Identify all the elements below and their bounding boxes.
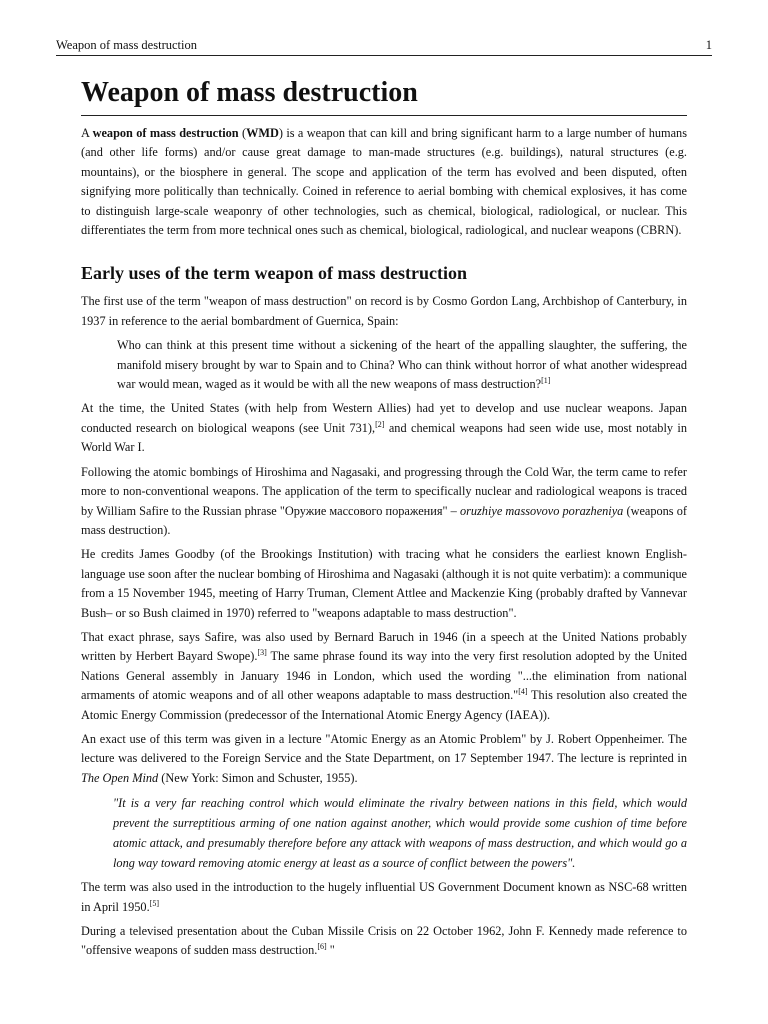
intro-abbr: WMD: [246, 126, 279, 140]
article-title: Weapon of mass destruction: [81, 76, 687, 116]
p6-b: (New York: Simon and Schuster, 1955).: [158, 770, 358, 785]
intro-term: weapon of mass destruction: [92, 126, 239, 140]
p3-a: Following the atomic bombings of Hiroshima and Nagasaki, and progressing through the Cold War, the term came to refer more to non-conventional weapons. The application of the term to specifically nuclear and radiological weapons is traced by William Safire to the Russian phrase "Оружие массового поражения" –: [81, 464, 687, 518]
p5-a: That exact phrase, says Safire, was also used by Bernard Baruch in 1946 (in a speech at the United Nations probably written by Herbert Bayard Swope).: [81, 629, 687, 664]
p6-a: An exact use of this term was given in a lecture "Atomic Energy as an Atomic Problem" by J. Robert Oppenheimer. The lecture was delivered to the Foreign Service and the State Department, on 17 September 1947. The lecture is reprinted in: [81, 731, 687, 766]
paragraph-2: [81, 399, 687, 457]
p8-b: ": [326, 943, 335, 958]
paragraph-6: [81, 730, 687, 788]
citation-4[interactable]: [4]: [518, 687, 528, 697]
page-number: 1: [705, 38, 712, 52]
intro-paren: (: [238, 126, 247, 140]
intro-rest: ) is a weapon that can kill and bring significant harm to a large number of humans (and other life forms) and/or cause great damage to man-made structures (e.g. buildings), natural structures (e.g. mountains), or the biosphere in general. The scope and application of the term has evolved and been disputed, often signifying more politically than technically. Coined in reference to aerial bombing with chemical explosives, it has come to distinguish large-scale weaponry of other technologies, such as chemical, biological, radiological, or nuclear. This differentiates the term from more technical ones such as chemical, biological, radiological, and nuclear weapons (CBRN).: [81, 126, 687, 238]
paragraph-7: [81, 878, 687, 917]
p7-a: The term was also used in the introduction to the hugely influential US Government Document known as NSC-68 written in April 1950.: [81, 880, 687, 914]
paragraph-5: [81, 628, 687, 725]
p5-b: The same phrase found its way into the very first resolution adopted by the United Nations General assembly in January 1946 in London, which used the wording "...the elimination from national armaments of atomic weapons and of all other weapons adaptable to mass destruction.": [81, 649, 687, 703]
paragraph-8: [81, 922, 687, 961]
citation-2[interactable]: [2]: [375, 419, 385, 429]
running-header: [56, 38, 712, 56]
quote-1-text: Who can think at this present time without a sickening of the heart of the appalling slaughter, the suffering, the manifold misery brought by war to Spain and to China? Who can think without horror of what another widespread war would mean, waged as it would be with all the new weapons of mass destruction?: [117, 338, 687, 392]
p3-b: (weapons of mass destruction).: [81, 503, 687, 537]
p2-b: and chemical weapons had seen wide use, most notably in World War I.: [81, 420, 687, 455]
running-header-title: Weapon of mass destruction: [56, 38, 197, 52]
blockquote-lang: [117, 336, 687, 394]
intro-pre: A: [81, 126, 93, 140]
paragraph-4: He credits James Goodby (of the Brookings Institution) with tracing what he considers the earliest known English-language use soon after the nuclear bombing of Hiroshima and Nagasaki (although it is not quite verbatim): a communique from a 15 November 1945, meeting of Harry Truman, Clement Attlee and Mackenzie King (probably drafted by Vannevar Bush– or so Bush claimed in 1970) referred to "weapons adaptable to mass destruction".: [81, 547, 687, 620]
p6-italic: The Open Mind: [81, 770, 159, 785]
p8-a: During a televised presentation about the Cuban Missile Crisis on 22 October 1962, John F. Kennedy made reference to "offensive weapons of sudden mass destruction.: [81, 924, 687, 958]
citation-5[interactable]: [5]: [149, 898, 159, 908]
p3-italic: oruzhiye massovovo porazheniya: [459, 503, 624, 518]
p5-c: This resolution also created the Atomic Energy Commission (predecessor of the International Atomic Energy Agency (IAEA)).: [81, 688, 687, 722]
blockquote-oppenheimer: "It is a very far reaching control which would eliminate the rivalry between nations in this field, which would prevent the surreptitious arming of one nation against another, which would provide some cushion of time before atomic attack, and presumably therefore before any attack with weapons of mass destruction, and which would go a long way toward removing atomic energy at least as a source of conflict between the powers".: [113, 796, 687, 871]
citation-1[interactable]: [1]: [541, 375, 551, 385]
paragraph-1: The first use of the term "weapon of mass destruction" on record is by Cosmo Gordon Lang, Archbishop of Canterbury, in 1937 in reference to the aerial bombardment of Guernica, Spain:: [81, 294, 687, 328]
paragraph-3: [81, 463, 687, 541]
section-heading: Early uses of the term weapon of mass destruction: [81, 263, 467, 284]
intro-paragraph: [81, 124, 687, 240]
citation-3[interactable]: [3]: [257, 648, 267, 658]
p2-a: At the time, the United States (with help from Western Allies) had yet to develop and use nuclear weapons. Japan conducted research on biological weapons (see Unit 731),: [81, 401, 687, 435]
citation-6[interactable]: [6]: [317, 942, 327, 952]
article-body: [81, 76, 687, 966]
